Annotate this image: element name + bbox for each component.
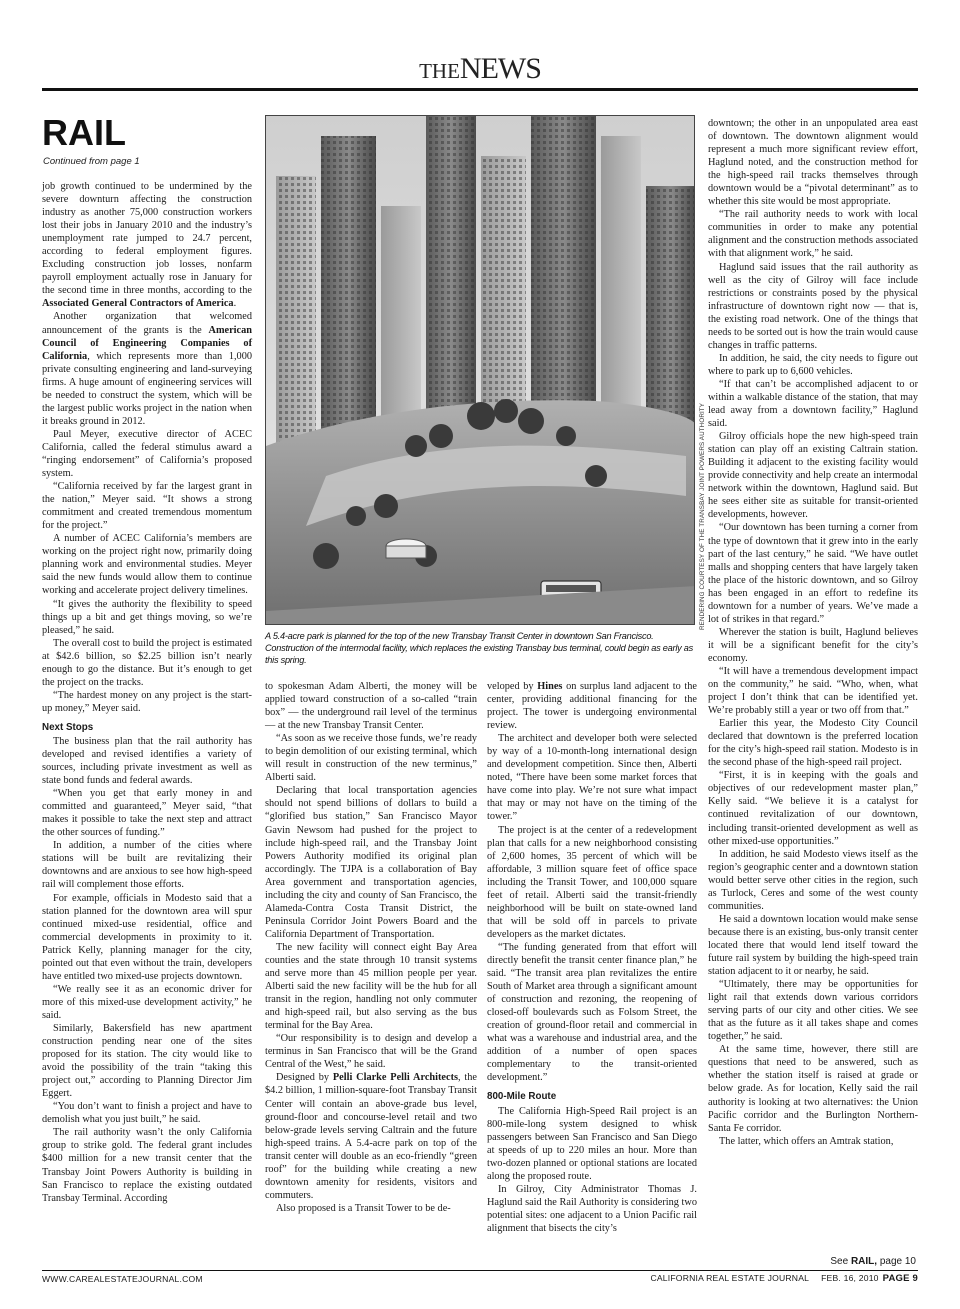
paragraph: The new facility will connect eight Bay Area counties and the state through 10 transit systems and serve more than 45 million people per year. Alberti said the new facility will be the hub for all transit in the region, handling not only commuter and high-speed rail, but also serving as the bus terminal for the Bay Area. — [265, 941, 477, 1032]
article-headline: RAIL — [42, 112, 126, 153]
paragraph: “When you get that early money in and committed and guaranteed,” Meyer said, “that makes it possible to take the next step and attract the other sources of funding.” — [42, 788, 252, 839]
article-column-4 — [708, 117, 918, 1148]
paragraph: At the same time, however, there still are questions that need to be answered, such as whether the station itself is raised at grade or below grade. As for location, Kelly said the rail authority is looking at two alternatives: the Union Pacific corridor and the Burlington Northern-Santa Fe corridor. — [708, 1044, 918, 1134]
paragraph: “Our responsibility is to design and develop a terminus in San Francisco that will be the Grand Central of the West,” he said. — [265, 1033, 477, 1071]
footer-website: WWW.CAREALESTATEJOURNAL.COM — [42, 1274, 203, 1284]
paragraph: For example, officials in Modesto said that a station planned for the downtown area will spur continued mixed-use residential, office and commercial developments in proximity to it. Patrick Kelly, planning manager for the city, pointed out that even without the train, developers have entitled two mixed-use projects downtown. — [42, 892, 252, 982]
continued-from-note: Continued from page 1 — [43, 156, 140, 167]
paragraph: In addition, he said Modesto views itself as the region’s geographic center and a downtown station would better serve other cities in the region, such as Turlock, Ceres and some of the west county communities. — [708, 848, 918, 912]
paragraph: Also proposed is a Transit Tower to be de- — [276, 1202, 451, 1214]
photo-credit: RENDERING COURTESY OF THE TRANSBAY JOINT POWERS AUTHORITY — [699, 402, 706, 630]
article-column-1 — [42, 180, 252, 1205]
paragraph: downtown; the other in an unpopulated area east of downtown. The downtown alignment would represent a much more significant review effort, Haglund noted, and the construction method for the high-speed rail tracks themselves through downtown would be a “pivotal determinant” as to whether this site would be most appropriate. — [708, 118, 918, 208]
paragraph: “The hardest money on any project is the start-up money,” Meyer said. — [42, 689, 252, 714]
article-column-2 — [265, 680, 477, 1215]
paragraph: The overall cost to build the project is estimated at $42.6 billion, so $2.25 billion isn’t nearly enough to go the distance. But it’s enough to get the project on the tracks. — [42, 637, 252, 688]
paragraph: The architect and developer both were selected by way of a 10-month-long international design and development competition. Since then, Alberti noted, “There have been some market forces that have come into play. We’re not sure what impact that may or may not have on the timing of the tower.” — [487, 733, 697, 823]
footer-page-number: PAGE 9 — [882, 1273, 918, 1284]
paragraph: to spokesman Adam Alberti, the money will be applied toward construction of a so-called “train box” — the underground rail level of the terminus — at the new Transbay Transit Center. — [265, 681, 477, 732]
paragraph: “First, it is in keeping with the goals and objectives of our redevelopment master plan,” Kelly said. “We believe it is a catalyst for continued revitalization of our downtown, including transit-oriented development as well as other mixed-use opportunities.” — [708, 770, 918, 847]
paragraph: A number of ACEC California’s members are working on the project right now, primarily doing planning work and environmental studies. Meyer said the new funds would allow them to continue working and accelerate project delivery timelines. — [42, 533, 252, 597]
paragraph: “We really see it as an economic driver for more of this mixed-use development activity,” he said. — [42, 983, 252, 1021]
paragraph: job growth continued to be undermined by the severe downturn affecting the construction industry as another 75,000 construction workers lost their jobs in January 2010 and the industry’s unemployment rate jumped to 24.7 percent, according to federal employment figures. Excluding construction job losses, nonfarm payroll employment actually rose in January for the second time in three months, according to the Associated General Contractors of America. — [42, 181, 252, 310]
paragraph: The business plan that the rail authority has developed and revised identifies a variety of sources, including private investment as well as state bond funds and federal awards. — [42, 735, 252, 787]
paragraph: “California received by far the largest grant in the nation,” Meyer said. “It shows a strong commitment and created tremendous momentum for the project.” — [42, 481, 252, 532]
paragraph: Paul Meyer, executive director of ACEC California, called the federal stimulus award a “ringing endorsement” of California’s proposed system. — [42, 428, 252, 480]
paragraph: Wherever the station is built, Haglund believes it will be a significant benefit for the city’s economy. — [708, 626, 918, 664]
paragraph: The latter, which offers an Amtrak station, — [719, 1135, 894, 1147]
masthead — [0, 52, 960, 86]
transbay-rendering-photo — [265, 115, 695, 625]
jump-label: RAIL, — [850, 1256, 878, 1267]
paragraph: “You don’t want to finish a project and have to demolish what you just built,” he said. — [42, 1101, 252, 1126]
paragraph: In Gilroy, City Administrator Thomas J. Haglund said the Rail Authority is considering two potential sites: one adjacent to a Union Pacific rail alignment that bisects the city’s — [487, 1183, 697, 1234]
org-name: Associated General Contractors of America — [42, 298, 234, 310]
paragraph: “It will have a tremendous development impact on the community,” he said. “Who, when, what project I don’t think that can be identified yet. We’re probably still a year or two off from that.” — [708, 665, 918, 717]
paragraph: Designed by Pelli Clarke Pelli Architects, the $4.2 billion, 1 million-square-foot Transbay Transit Center will contain an above-grade bus level, ground-floor and concourse-level retail and two below-grade levels serving Caltrain and the future high-speed trains. A 5.4-acre park on top of the transit center will double as an eco-friendly “green roof” for the building while creating a new downtown amenity for residents, visitors and commuters. — [265, 1072, 477, 1201]
paragraph: Earlier this year, the Modesto City Council declared that downtown is the preferred location for the city’s high-speed rail station. Modesto is in the second phase of the high-speed rail project. — [708, 718, 918, 769]
footer-publication: CALIFORNIA REAL ESTATE JOURNAL — [650, 1273, 810, 1283]
paragraph: Declaring that local transportation agencies should not spend billions of dollars to build a “glorified bus station,” San Francisco Mayor Gavin Newsom had pushed for the project to include high-speed rail, and the Transbay Joint Powers Authority modified its original plan accordingly. The TJPA is a collaboration of Bay Area government and transportation agencies, including the city and county of San Francisco, the Alameda-Contra Costa Transit District, the Peninsula Corridor Joint Powers Board and the California Department of Transportation. — [265, 785, 477, 940]
logo-the: THE — [419, 59, 460, 83]
article-column-3 — [487, 680, 697, 1235]
paragraph: The California High-Speed Rail project is an 800-mile-long system designed to whisk passengers between San Francisco and San Diego at speeds of up to 220 miles an hour. More than two-dozen planned or optional stations are located along the proposed route. — [487, 1105, 697, 1182]
paragraph: In addition, he said, the city needs to figure out where to park up to 6,600 vehicles. — [708, 352, 918, 377]
masthead-rule — [42, 88, 918, 91]
paragraph: “Our downtown has been turning a corner from the type of downtown that it grew into in the early part of the last century,” he said. “We have outlet malls and shopping centers that have largely taken the place of the historic downtown, and so Gilroy has been engaged in an effort to redefine its downtown for a number of years. We’ve made a lot of strikes in that regard.” — [708, 522, 918, 625]
paragraph: “If that can’t be accomplished adjacent to or within a walkable distance of the station, that may lead away from a downtown facility,” Haglund said. — [708, 378, 918, 430]
footer-date: FEB. 16, 2010 — [821, 1273, 879, 1283]
paragraph: In addition, a number of the cities where stations will be built are revitalizing their downtowns and are anxious to see how high-speed rail will complement those efforts. — [42, 840, 252, 891]
paragraph: Another organization that welcomed announcement of the grants is the American Council of Engineering Companies of California, which represents more than 1,000 private consulting engineering and land-surveying firms. A huge amount of engineering services will be needed to construct the system, which will be the largest public works project in the nation when it breaks ground in 2012. — [42, 311, 252, 427]
paragraph: Gilroy officials hope the new high-speed train station can play off an existing Caltrain station. Building it adjacent to the existing facility would provide connectivity and help create an intermodal network within the downtown, Haglund said. But he sees either site as suitable for transit-oriented developments, however. — [708, 431, 918, 521]
paragraph: “Ultimately, there may be opportunities for light rail that extends down various corridors serving parts of our city and other cities. We see that as the future as it all takes shape and comes together,” he said. — [708, 979, 918, 1043]
firm-name: Pelli Clarke Pelli Architects — [332, 1072, 458, 1084]
paragraph: veloped by Hines on surplus land adjacent to the center, providing additional financing for the project. The tower is undergoing environmental review. — [487, 681, 698, 732]
org-name: American Council of Engineering Companies of California — [42, 324, 252, 362]
subhead-800-mile-route: 800-Mile Route — [487, 1091, 557, 1103]
publication-logo — [419, 52, 541, 85]
paragraph: “The funding generated from that effort will directly benefit the transit center finance plan,” he said. “The transit area plan revitalizes the entire South of Market area through a significant amount of construction and rezoning, the reopening of closed-off boulevards such as Folsom Street, the creation of ground-floor retail and commercial in what was a warehouse and industrial area, and the addition of a number of open spaces complementary to the transit-oriented development.” — [487, 941, 697, 1084]
paragraph: Haglund said issues that the rail authority as well as the city of Gilroy will face include restrictions or constraints posed by the physical infrastructure of downtown right now — that is, the existing road network. One of the things that needs to be sorted out is how the train would cause changes in traffic patterns. — [708, 261, 918, 351]
firm-name: Hines — [537, 681, 563, 692]
footer-rule — [42, 1270, 918, 1271]
paragraph: Similarly, Bakersfield has new apartment construction pending near one of the sites proposed for its station. The city would like to avoid the possibility of the train “taking this project out,” according to Planning Director Jim Eggert. — [42, 1023, 252, 1100]
paragraph: “As soon as we receive those funds, we’re ready to begin demolition of our existing terminal, which will result in construction of the new terminus,” Alberti said. — [265, 733, 477, 784]
logo-news: NEWS — [459, 52, 541, 85]
paragraph: The project is at the center of a redevelopment plan that calls for a new neighborhood consisting of 2,600 homes, 35 percent of which will be affordable, 3 million square feet of office space including the Transit Tower, and 100,000 square feet of retail. Alberti said the transit-friendly neighborhood will be built on state-owned land that will be sold off in parcels to private developers as the market dictates. — [487, 824, 697, 940]
paragraph: “The rail authority needs to work with local communities in order to make any potential alignment and the construction methods associated with that alignment work,” he said. — [708, 209, 918, 260]
paragraph: The rail authority wasn’t the only California group to strike gold. The federal grant includes $400 million for a new transit center that the Transbay Joint Powers Authority is building in San Francisco to replace the existing outdated Transbay Terminal. According — [42, 1127, 252, 1204]
paragraph: He said a downtown location would make sense because there is an existing, bus-only transit center located there that would lend itself toward the future rail system by building the high-speed train station adjacent to it or nearby, he said. — [708, 913, 918, 978]
footer-folio — [650, 1273, 918, 1284]
paragraph: “It gives the authority the flexibility to speed things up a bit and get things moving, so we’re pleased,” he said. — [42, 598, 252, 636]
photo-caption: A 5.4-acre park is planned for the top of the new Transbay Transit Center in downtown San Francisco. Construction of the intermodal facility, which replaces the existing Transbay bus terminal, could begin as early as this spring. — [265, 631, 693, 665]
jump-line: See RAIL, page 10 — [830, 1256, 916, 1267]
subhead-next-stops: Next Stops — [42, 721, 94, 733]
